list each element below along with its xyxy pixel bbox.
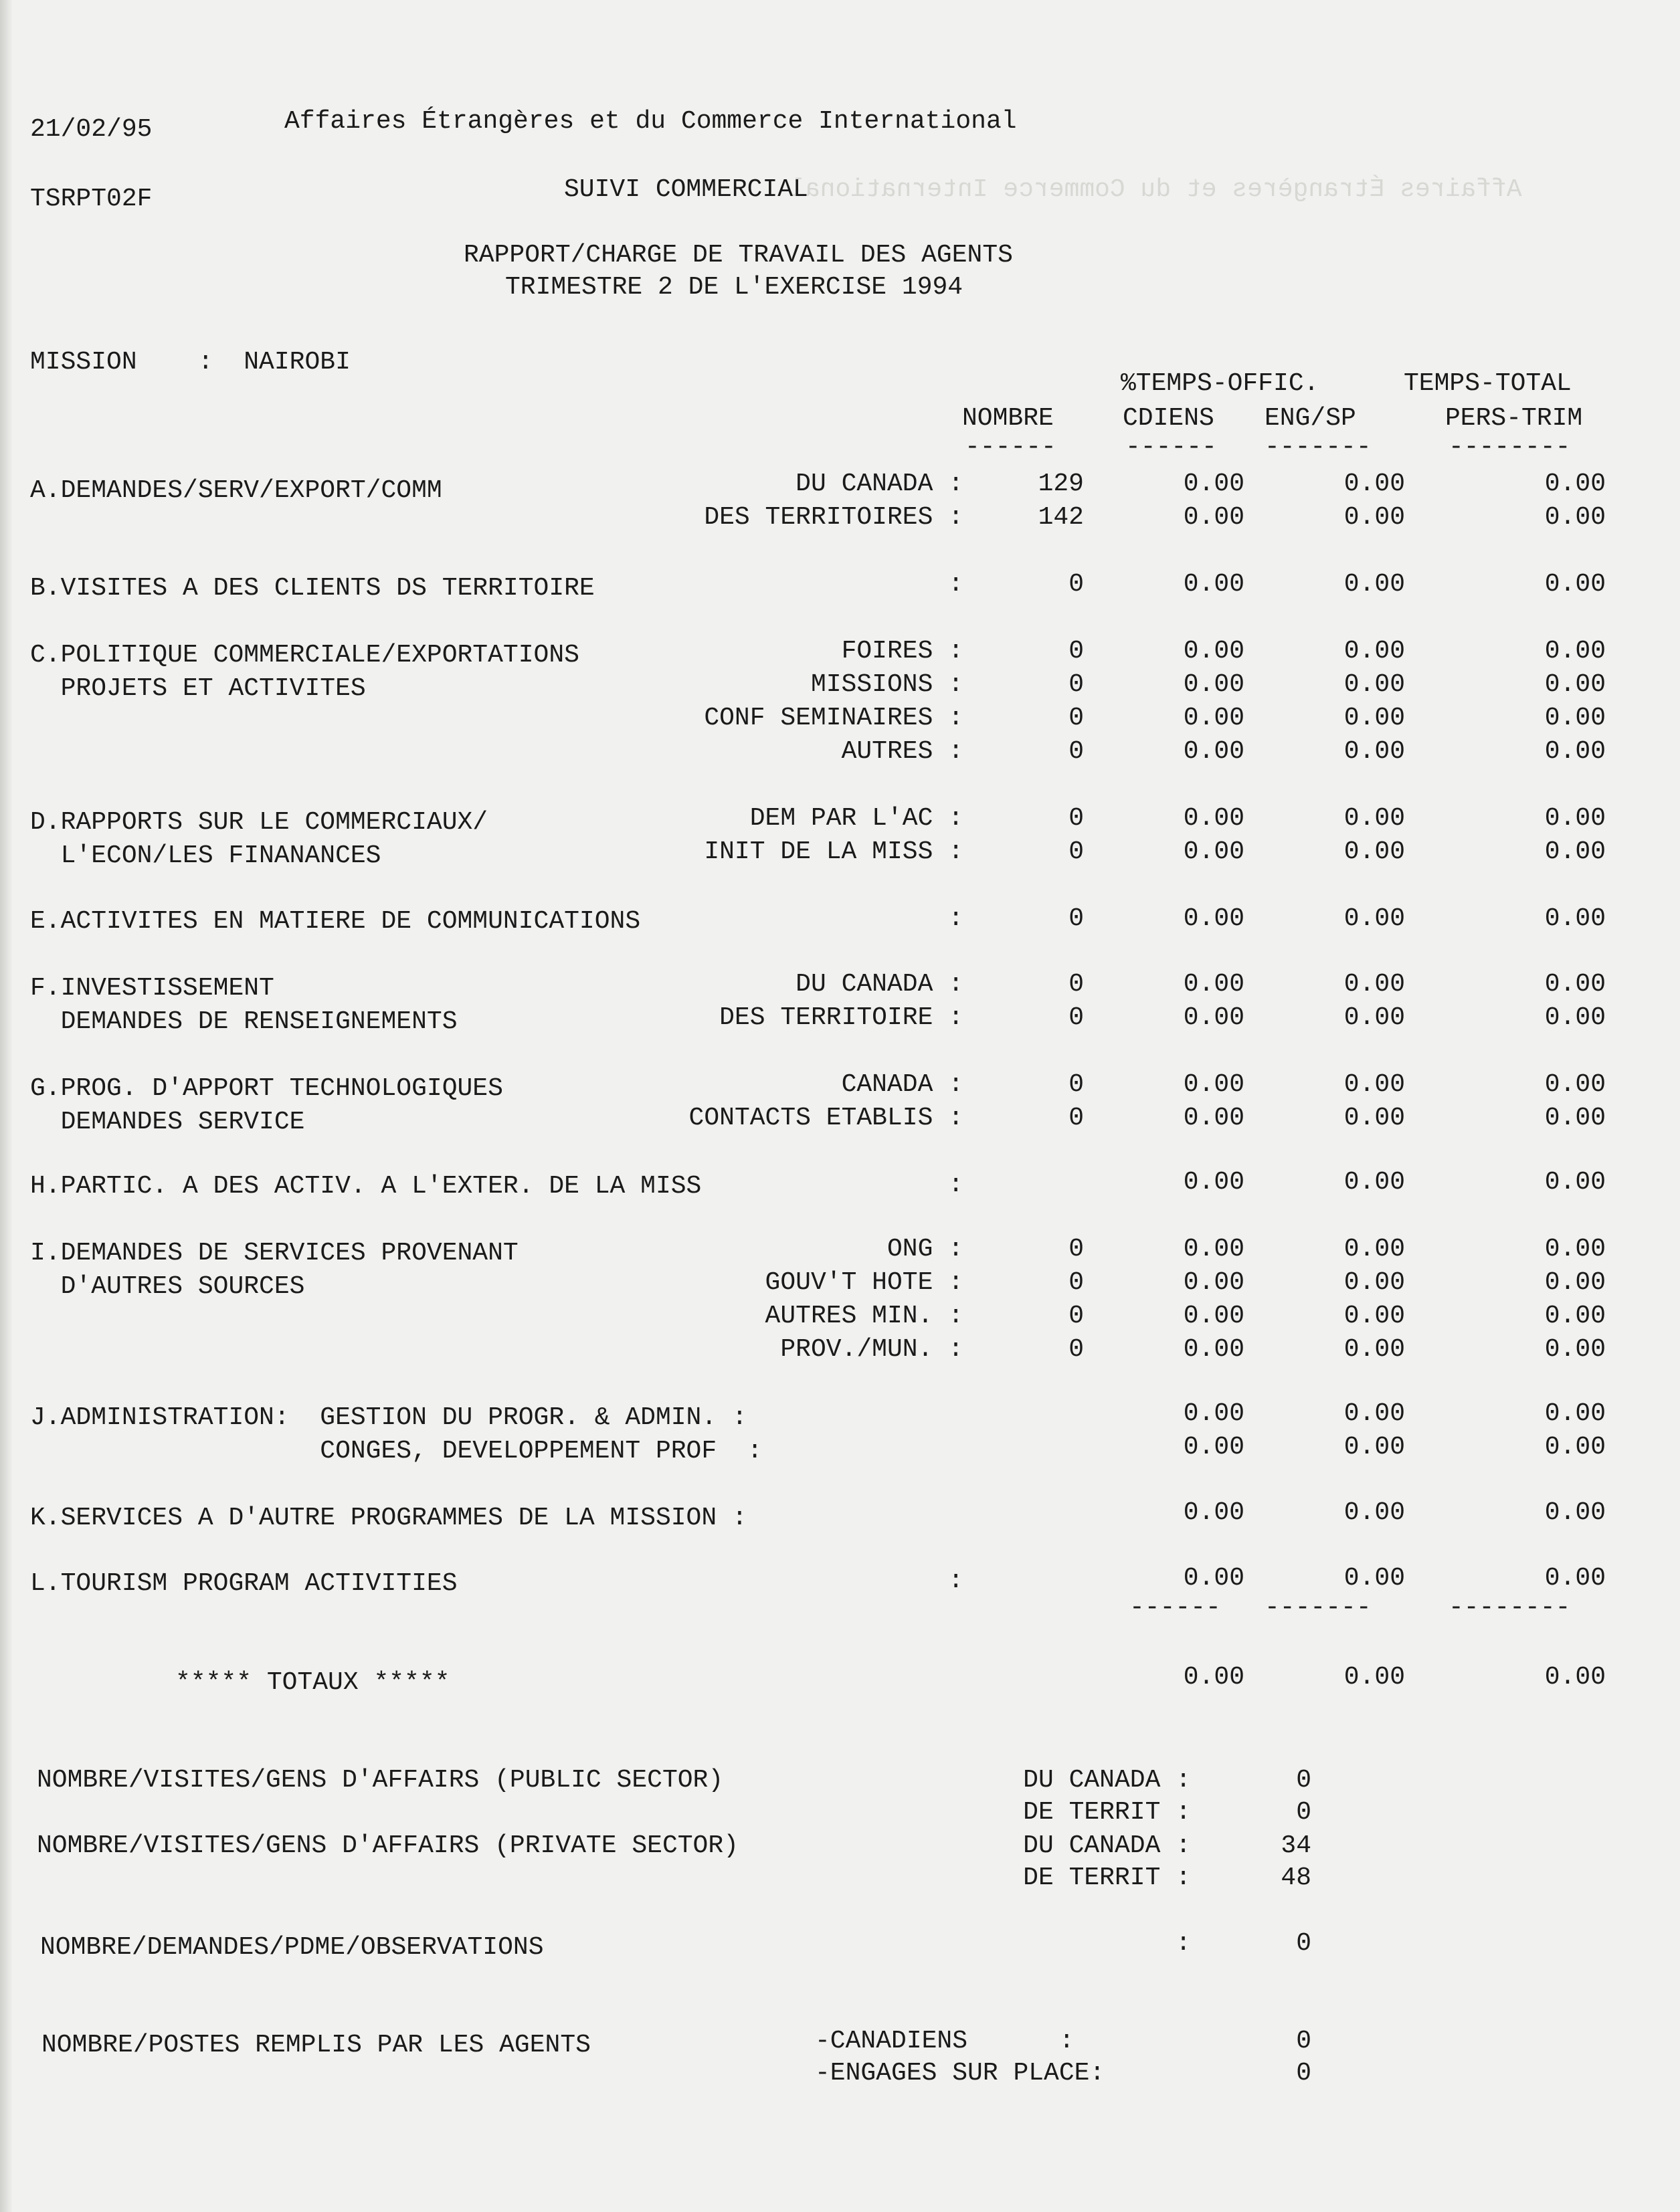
row-cdiens: 0.00 xyxy=(1183,1564,1244,1593)
row-cdiens: 0.00 xyxy=(1183,1433,1244,1462)
row-eng: 0.00 xyxy=(1343,1302,1405,1330)
row-pers: 0.00 xyxy=(1544,704,1606,732)
row-sub-label: DEM PAR L'AC : xyxy=(749,804,963,833)
row-sub-label: CONF SEMINAIRES : xyxy=(704,704,963,732)
row-nombre: 0 xyxy=(1068,570,1084,599)
row-pers: 0.00 xyxy=(1544,570,1606,599)
row-pers: 0.00 xyxy=(1544,470,1606,498)
summary-sub: DU CANADA : xyxy=(1023,1831,1191,1860)
row-nombre: 0 xyxy=(1068,737,1084,766)
row-sub-label: GOUV'T HOTE : xyxy=(765,1268,963,1297)
row-nombre: 0 xyxy=(1068,837,1084,866)
row-pers: 0.00 xyxy=(1544,1498,1606,1527)
row-sub-label: AUTRES : xyxy=(841,737,963,766)
row-nombre: 129 xyxy=(1038,470,1084,498)
summary-sub: -CANADIENS : xyxy=(815,2027,1075,2055)
table-row: DEMANDES DE RENSEIGNEMENTS xyxy=(30,1007,458,1036)
row-sub-label: ONG : xyxy=(886,1235,963,1264)
table-row: F.INVESTISSEMENT xyxy=(30,974,274,1003)
row-eng: 0.00 xyxy=(1343,804,1405,833)
row-eng: 0.00 xyxy=(1343,1399,1405,1428)
row-pers: 0.00 xyxy=(1544,837,1606,866)
row-pers: 0.00 xyxy=(1544,1003,1606,1032)
table-row: A.DEMANDES/SERV/EXPORT/COMM xyxy=(30,476,442,505)
row-nombre: 0 xyxy=(1068,1070,1084,1099)
row-cdiens: 0.00 xyxy=(1183,470,1244,498)
totals-eng: 0.00 xyxy=(1343,1663,1405,1692)
summary-value: 0 xyxy=(1296,1798,1311,1827)
table-row: L'ECON/LES FINANANCES xyxy=(30,841,381,870)
row-cdiens: 0.00 xyxy=(1183,970,1244,999)
row-cdiens: 0.00 xyxy=(1183,804,1244,833)
row-eng: 0.00 xyxy=(1343,670,1405,699)
row-pers: 0.00 xyxy=(1544,1104,1606,1132)
row-cdiens: 0.00 xyxy=(1183,1104,1244,1132)
row-eng: 0.00 xyxy=(1343,837,1405,866)
row-sub-label: CONTACTS ETABLIS : xyxy=(688,1104,963,1132)
table-row: D.RAPPORTS SUR LE COMMERCIAUX/ xyxy=(30,808,488,837)
row-cdiens: 0.00 xyxy=(1183,1302,1244,1330)
summary-label: NOMBRE/VISITES/GENS D'AFFAIRS (PUBLIC SECTOR) xyxy=(37,1766,724,1795)
row-cdiens: 0.00 xyxy=(1183,1268,1244,1297)
row-cdiens: 0.00 xyxy=(1183,1235,1244,1264)
table-row: CONGES, DEVELOPPEMENT PROF : xyxy=(30,1437,763,1466)
system-name: SUIVI COMMERCIAL xyxy=(564,175,808,204)
row-cdiens: 0.00 xyxy=(1183,904,1244,933)
totals-cdiens: 0.00 xyxy=(1183,1663,1244,1692)
row-pers: 0.00 xyxy=(1544,1168,1606,1197)
row-pers: 0.00 xyxy=(1544,904,1606,933)
row-eng: 0.00 xyxy=(1343,1104,1405,1132)
row-sub-label: PROV./MUN. : xyxy=(780,1335,963,1364)
row-eng: 0.00 xyxy=(1343,1268,1405,1297)
table-row: G.PROG. D'APPORT TECHNOLOGIQUES xyxy=(30,1074,503,1103)
row-cdiens: 0.00 xyxy=(1183,704,1244,732)
col-pers-trim: PERS-TRIM xyxy=(1445,404,1583,433)
row-sub-label: : xyxy=(948,904,963,933)
row-sub-label: : xyxy=(948,1171,963,1199)
table-row: H.PARTIC. A DES ACTIV. A L'EXTER. DE LA MISS xyxy=(30,1172,702,1201)
table-row: I.DEMANDES DE SERVICES PROVENANT xyxy=(30,1239,519,1268)
row-pers: 0.00 xyxy=(1544,1335,1606,1364)
row-nombre: 0 xyxy=(1068,1268,1084,1297)
row-eng: 0.00 xyxy=(1343,1433,1405,1462)
summary-value: 0 xyxy=(1296,2027,1311,2055)
binder-edge xyxy=(0,0,12,2212)
row-nombre: 0 xyxy=(1068,904,1084,933)
row-eng: 0.00 xyxy=(1343,904,1405,933)
summary-sub: DE TERRIT : xyxy=(1023,1864,1191,1892)
table-row: D'AUTRES SOURCES xyxy=(30,1272,305,1301)
table-row: E.ACTIVITES EN MATIERE DE COMMUNICATIONS xyxy=(30,907,641,936)
mission-label: MISSION : NAIROBI xyxy=(30,348,351,377)
col-underline-eng: ------- xyxy=(1265,433,1372,462)
col-group-temps-offic: %TEMPS-OFFIC. xyxy=(1121,369,1319,398)
row-nombre: 0 xyxy=(1068,1235,1084,1264)
row-eng: 0.00 xyxy=(1343,704,1405,732)
row-pers: 0.00 xyxy=(1544,970,1606,999)
row-nombre: 0 xyxy=(1068,637,1084,666)
row-eng: 0.00 xyxy=(1343,570,1405,599)
row-cdiens: 0.00 xyxy=(1183,1498,1244,1527)
row-eng: 0.00 xyxy=(1343,1498,1405,1527)
row-nombre: 0 xyxy=(1068,704,1084,732)
row-pers: 0.00 xyxy=(1544,1235,1606,1264)
row-pers: 0.00 xyxy=(1544,670,1606,699)
totals-underline-eng: ------- xyxy=(1265,1593,1372,1622)
table-row: J.ADMINISTRATION: GESTION DU PROGR. & ADMIN. : xyxy=(30,1403,747,1432)
report-title: RAPPORT/CHARGE DE TRAVAIL DES AGENTS xyxy=(464,241,1013,270)
row-eng: 0.00 xyxy=(1343,1003,1405,1032)
summary-value: 0 xyxy=(1296,1929,1311,1958)
row-cdiens: 0.00 xyxy=(1183,570,1244,599)
row-pers: 0.00 xyxy=(1544,1070,1606,1099)
summary-value: 48 xyxy=(1281,1864,1311,1892)
report-code: TSRPT02F xyxy=(30,185,153,213)
row-sub-label: AUTRES MIN. : xyxy=(765,1302,963,1330)
summary-value: 34 xyxy=(1281,1831,1311,1860)
col-underline-nombre: ------ xyxy=(965,433,1056,462)
row-cdiens: 0.00 xyxy=(1183,1070,1244,1099)
department-name: Affaires Étrangères et du Commerce International xyxy=(284,107,1017,136)
row-pers: 0.00 xyxy=(1544,804,1606,833)
summary-sub: : xyxy=(1176,1929,1191,1958)
row-nombre: 0 xyxy=(1068,1335,1084,1364)
row-eng: 0.00 xyxy=(1343,1168,1405,1197)
row-eng: 0.00 xyxy=(1343,470,1405,498)
row-pers: 0.00 xyxy=(1544,503,1606,532)
row-cdiens: 0.00 xyxy=(1183,503,1244,532)
summary-value: 0 xyxy=(1296,2059,1311,2088)
row-eng: 0.00 xyxy=(1343,1070,1405,1099)
col-group-temps-total: TEMPS-TOTAL xyxy=(1404,369,1572,398)
bleed-through-text: Affaires Étrangères et du Commerce International xyxy=(789,175,1522,204)
row-sub-label: DES TERRITOIRES : xyxy=(704,503,963,532)
summary-sub: DE TERRIT : xyxy=(1023,1798,1191,1827)
row-eng: 0.00 xyxy=(1343,1235,1405,1264)
row-sub-label: FOIRES : xyxy=(841,637,963,666)
table-row: DEMANDES SERVICE xyxy=(30,1108,305,1136)
totals-underline-cdiens: ------ xyxy=(1129,1593,1221,1622)
row-cdiens: 0.00 xyxy=(1183,1168,1244,1197)
row-cdiens: 0.00 xyxy=(1183,737,1244,766)
row-pers: 0.00 xyxy=(1544,1433,1606,1462)
report-subtitle: TRIMESTRE 2 DE L'EXERCISE 1994 xyxy=(505,273,963,302)
row-nombre: 0 xyxy=(1068,970,1084,999)
totals-pers: 0.00 xyxy=(1544,1663,1606,1692)
row-cdiens: 0.00 xyxy=(1183,1399,1244,1428)
col-underline-cdiens: ------ xyxy=(1125,433,1217,462)
row-sub-label: MISSIONS : xyxy=(810,670,963,699)
row-cdiens: 0.00 xyxy=(1183,1003,1244,1032)
table-row: K.SERVICES A D'AUTRE PROGRAMMES DE LA MISSION : xyxy=(30,1504,747,1532)
col-cdiens: CDIENS xyxy=(1123,404,1214,433)
row-cdiens: 0.00 xyxy=(1183,637,1244,666)
table-row: PROJETS ET ACTIVITES xyxy=(30,674,366,703)
totals-label: ***** TOTAUX ***** xyxy=(175,1668,450,1697)
row-nombre: 0 xyxy=(1068,670,1084,699)
row-pers: 0.00 xyxy=(1544,1268,1606,1297)
row-nombre: 142 xyxy=(1038,503,1084,532)
summary-sub: DU CANADA : xyxy=(1023,1766,1191,1795)
row-cdiens: 0.00 xyxy=(1183,837,1244,866)
row-eng: 0.00 xyxy=(1343,737,1405,766)
row-pers: 0.00 xyxy=(1544,1399,1606,1428)
summary-sub: -ENGAGES SUR PLACE: xyxy=(815,2059,1105,2088)
summary-value: 0 xyxy=(1296,1766,1311,1795)
row-sub-label: CANADA : xyxy=(841,1070,963,1099)
table-row: B.VISITES A DES CLIENTS DS TERRITOIRE xyxy=(30,574,595,603)
row-sub-label: INIT DE LA MISS : xyxy=(704,837,963,866)
row-sub-label: DES TERRITOIRE : xyxy=(719,1003,963,1032)
row-sub-label: : xyxy=(948,570,963,599)
row-eng: 0.00 xyxy=(1343,970,1405,999)
summary-label: NOMBRE/DEMANDES/PDME/OBSERVATIONS xyxy=(40,1933,544,1962)
row-pers: 0.00 xyxy=(1544,637,1606,666)
row-cdiens: 0.00 xyxy=(1183,1335,1244,1364)
row-eng: 0.00 xyxy=(1343,637,1405,666)
totals-underline-pers: -------- xyxy=(1449,1593,1571,1622)
row-sub-label: DU CANADA : xyxy=(796,970,963,999)
summary-label: NOMBRE/VISITES/GENS D'AFFAIRS (PRIVATE SECTOR) xyxy=(37,1831,739,1860)
table-row: C.POLITIQUE COMMERCIALE/EXPORTATIONS xyxy=(30,641,579,670)
row-nombre: 0 xyxy=(1068,1003,1084,1032)
row-eng: 0.00 xyxy=(1343,1564,1405,1593)
report-date: 21/02/95 xyxy=(30,115,153,144)
row-eng: 0.00 xyxy=(1343,503,1405,532)
summary-label: NOMBRE/POSTES REMPLIS PAR LES AGENTS xyxy=(41,2031,591,2059)
row-nombre: 0 xyxy=(1068,804,1084,833)
row-pers: 0.00 xyxy=(1544,737,1606,766)
row-nombre: 0 xyxy=(1068,1104,1084,1132)
row-pers: 0.00 xyxy=(1544,1302,1606,1330)
row-sub-label: : xyxy=(948,1567,963,1595)
row-sub-label: DU CANADA : xyxy=(796,470,963,498)
col-eng-sp: ENG/SP xyxy=(1265,404,1356,433)
row-pers: 0.00 xyxy=(1544,1564,1606,1593)
row-eng: 0.00 xyxy=(1343,1335,1405,1364)
row-cdiens: 0.00 xyxy=(1183,670,1244,699)
col-nombre: NOMBRE xyxy=(962,404,1054,433)
col-underline-pers: -------- xyxy=(1449,433,1571,462)
row-nombre: 0 xyxy=(1068,1302,1084,1330)
table-row: L.TOURISM PROGRAM ACTIVITIES xyxy=(30,1569,458,1598)
